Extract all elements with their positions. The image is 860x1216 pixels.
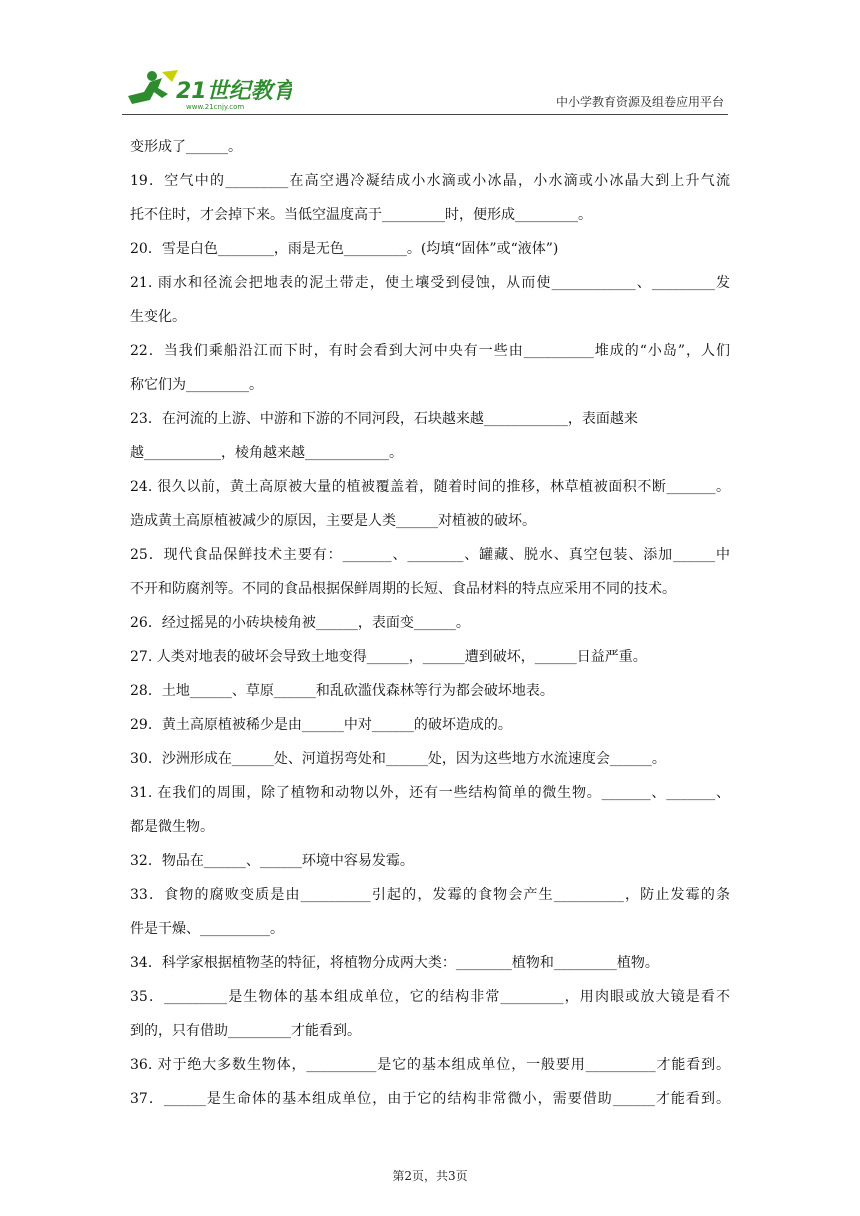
question-32: 32．物品在______、______环境中容易发霉。 bbox=[130, 853, 414, 869]
logo-text: 21世纪教育 bbox=[176, 79, 292, 104]
question-31-line-2: 都是微生物。 bbox=[130, 819, 214, 835]
question-23-line-2: 越___________，棱角越来越____________。 bbox=[130, 445, 403, 461]
question-33-line-1: 33．食物的腐败变质是由__________引起的，发霉的食物会产生__________，防止发霉的条 bbox=[130, 887, 730, 903]
platform-name: 中小学教育资源及组卷应用平台 bbox=[555, 95, 724, 109]
question-25-line-2: 不开和防腐剂等。不同的食品根据保鲜周期的长短、食品材料的特点应采用不同的技术。 bbox=[130, 581, 676, 597]
question-24-line-1: 24. 很久以前，黄土高原被大量的植被覆盖着，随着时间的推移，林草植被面积不断_______。 bbox=[130, 479, 730, 495]
question-34: 34．科学家根据植物茎的特征，将植物分成两大类：________植物和_________植物。 bbox=[130, 955, 659, 971]
logo-url-text: www.21cnjy.com bbox=[186, 103, 245, 111]
question-26: 26．经过摇晃的小砖块棱角被______，表面变______。 bbox=[130, 615, 470, 631]
question-21-line-1: 21. 雨水和径流会把地表的泥土带走，使土壤受到侵蚀，从而使____________、_________发 bbox=[130, 275, 730, 291]
question-35-line-2: 到的，只有借助_________才能看到。 bbox=[130, 1023, 361, 1039]
question-29: 29．黄土高原植被稀少是由______中对______的破坏造成的。 bbox=[130, 717, 512, 733]
question-24-line-2: 造成黄土高原植被减少的原因，主要是人类______对植被的破坏。 bbox=[130, 513, 536, 529]
question-list bbox=[130, 139, 730, 1125]
logo bbox=[122, 62, 292, 112]
question-35-line-1: 35．_________是生物体的基本组成单位，它的结构非常_________，用肉眼或放大镜是看不 bbox=[130, 989, 730, 1005]
question-33-line-2: 件是干燥、__________。 bbox=[130, 921, 284, 937]
question-22-line-1: 22．当我们乘船沿江而下时，有时会看到大河中央有一些由__________堆成的“小岛”，人们 bbox=[130, 343, 730, 359]
runner-logo-icon bbox=[122, 62, 292, 112]
page-footer: 第2页，共3页 bbox=[392, 1169, 468, 1183]
question-21-line-2: 生变化。 bbox=[130, 309, 186, 325]
question-23-line-1: 23．在河流的上游、中游和下游的不同河段，石块越来越____________，表面越来 bbox=[130, 411, 638, 427]
question-25-line-1: 25．现代食品保鲜技术主要有：_______、________、罐藏、脱水、真空包装、添加______中 bbox=[130, 547, 730, 563]
question-36: 36. 对于绝大多数生物体，__________是它的基本组成单位，一般要用__________才能看到。 bbox=[130, 1057, 730, 1073]
question-30: 30．沙洲形成在______处、河道拐弯处和______处，因为这些地方水流速度会______。 bbox=[130, 751, 666, 767]
question-27: 27. 人类对地表的破坏会导致土地变得______，______遭到破坏，______日益严重。 bbox=[130, 649, 647, 665]
question-20: 20．雪是白色________，雨是无色_________。(均填“固体”或“液体”) bbox=[130, 241, 559, 257]
question-37: 37．______是生命体的基本组成单位，由于它的结构非常微小，需要借助______才能看到。 bbox=[130, 1091, 730, 1107]
question-28: 28．土地______、草原______和乱砍滥伐森林等行为都会破坏地表。 bbox=[130, 683, 554, 699]
question-31-line-1: 31. 在我们的周围，除了植物和动物以外，还有一些结构简单的微生物。_______、_______、 bbox=[130, 785, 730, 801]
question-22-line-2: 称它们为_________。 bbox=[130, 377, 263, 393]
question-19-line-2: 托不住时，才会掉下来。当低空温度高于_________时，便形成_________。 bbox=[130, 207, 592, 223]
text-line: 变形成了______。 bbox=[130, 139, 242, 155]
page-header bbox=[122, 62, 728, 115]
question-19-line-1: 19．空气中的_________在高空遇冷凝结成小水滴或小冰晶，小水滴或小冰晶大到上升气流 bbox=[130, 173, 730, 189]
